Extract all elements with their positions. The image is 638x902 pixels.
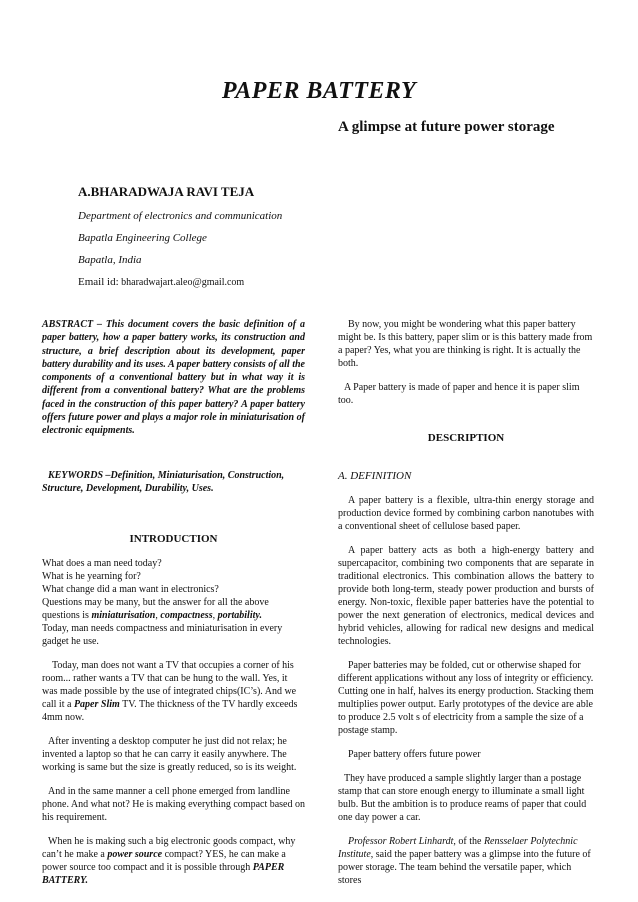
- intro-paragraph-power: When he is making such a big electronic goods compact, why can’t he make a power source compact? YES, he can make a power source too compact and it is possible through PAPER BATTERY.: [42, 835, 296, 886]
- definition-heading: A. DEFINITION: [338, 470, 412, 482]
- term-compactness: compactness: [160, 609, 213, 621]
- paragraph-wondering: By now, you might be wondering what this paper battery might be. Is this battery, paper slim or is this battery made from a paper? Yes, what you are thinking is right. It is actually the both.: [338, 319, 593, 369]
- institute-name: Rensselaer Polytechnic Institute: [338, 836, 578, 860]
- paragraph-made-of-paper: A Paper battery is made of paper and hence it is paper slim too.: [338, 382, 580, 406]
- intro-paragraph-tv: Today, man does not want a TV that occupies a corner of his room... rather wants a TV that can be hung to the wall. Yes, it was made possible by the use of integrated chips(IC’s). And we call it a Paper Slim TV. The thickness of the TV hardly exceeds 4mm now.: [42, 659, 298, 723]
- intro-line-6: Today, man needs compactness and miniaturisation in every gadget he use.: [42, 622, 283, 647]
- term-paper-slim: Paper Slim: [73, 698, 120, 710]
- author-department: Department of electronics and communication: [78, 210, 283, 222]
- intro-question-3: What change did a man want in electronics?: [42, 583, 219, 595]
- person-name: Professor Robert Linhardt: [348, 836, 454, 847]
- email-label: Email id:: [78, 276, 119, 288]
- intro-question-1: What does a man need today?: [42, 557, 162, 569]
- term-power-source: power source: [107, 848, 163, 860]
- keywords: KEYWORDS –Definition, Miniaturisation, Construction, Structure, Development, Durability, Uses.: [42, 469, 285, 494]
- author-name: A.BHARADWAJA RAVI TEJA: [78, 184, 255, 199]
- paper-subtitle: A glimpse at future power storage: [338, 119, 555, 135]
- email-address: bharadwajart.aleo@gmail.com: [121, 277, 245, 288]
- intro-line-4: Questions may be many, but the answer for all the above: [42, 596, 269, 608]
- paper-title: PAPER BATTERY: [221, 78, 417, 104]
- right-column: [338, 318, 594, 887]
- term-miniaturisation: miniaturisation: [91, 609, 156, 621]
- term-paper-battery: PAPER BATTERY.: [42, 861, 285, 886]
- author-email: [78, 276, 244, 288]
- intro-line-5: questions is miniaturisation, compactness, portability.: [42, 609, 262, 621]
- intro-question-2: What is he yearning for?: [42, 570, 141, 582]
- intro-paragraph-phone: And in the same manner a cell phone emerged from landline phone. And what not? He is making everything compact based on his requirement.: [42, 785, 305, 823]
- intro-paragraph-laptop: After inventing a desktop computer he just did not relax; he invented a laptop so that he can carry it easily anywhere. The working is same but the size is greatly reduced, so is its weight.: [42, 735, 297, 773]
- term-portability: portability.: [217, 609, 262, 621]
- author-location: Bapatla, India: [78, 254, 142, 266]
- author-college: Bapatla Engineering College: [78, 232, 207, 244]
- introduction-heading: INTRODUCTION: [129, 532, 218, 545]
- definition-paragraph-4: Paper battery offers future power: [348, 749, 481, 760]
- definition-paragraph-1: A paper battery is a flexible, ultra-thin energy storage and production device formed by combining carbon nanotubes with a conventional sheet of cellulose based paper.: [338, 495, 594, 532]
- abstract: ABSTRACT – This document covers the basic definition of a paper battery, how a paper battery works, its construction and structure, a brief description about its development, paper battery durability and its uses. A paper battery consists of all the components of a conventional battery but in what way it is different from a conventional battery? What are the problems faced in the construction of this paper battery? A paper battery offers future power and plays a major role in miniaturisation of electronic equipments.: [42, 319, 305, 437]
- definition-paragraph-5: They have produced a sample slightly larger than a postage stamp that can store enough energy to illuminate a small light bulb. But the ambition is to produce reams of paper that could one day power a car.: [338, 773, 587, 823]
- left-column: [42, 318, 305, 887]
- definition-paragraph-3: Paper batteries may be folded, cut or otherwise shaped for different applications without any loss of integrity or efficiency. Cutting one in half, halves its energy production. Stacking them multiplies power output. Early prototypes of the device are able to produce 2.5 volt s of electricity from a sample the size of a postage stamp.: [338, 660, 594, 736]
- definition-paragraph-6: Professor Robert Linhardt, of the Rensselaer Polytechnic Institute, said the paper battery was a glimpse into the future of power storage. The team behind the versatile paper, which stores: [338, 836, 591, 886]
- description-heading: DESCRIPTION: [427, 432, 505, 444]
- definition-paragraph-2: A paper battery acts as both a high-energy battery and supercapacitor, combining two components that are separate in traditional electronics. This combination allows the battery to provide both long-term, steady power production and bursts of energy. Non-toxic, flexible paper batteries have the potential to power the next generation of electronics, medical devices and hybrid vehicles, allowing for radical new designs and medical technologies.: [338, 545, 594, 647]
